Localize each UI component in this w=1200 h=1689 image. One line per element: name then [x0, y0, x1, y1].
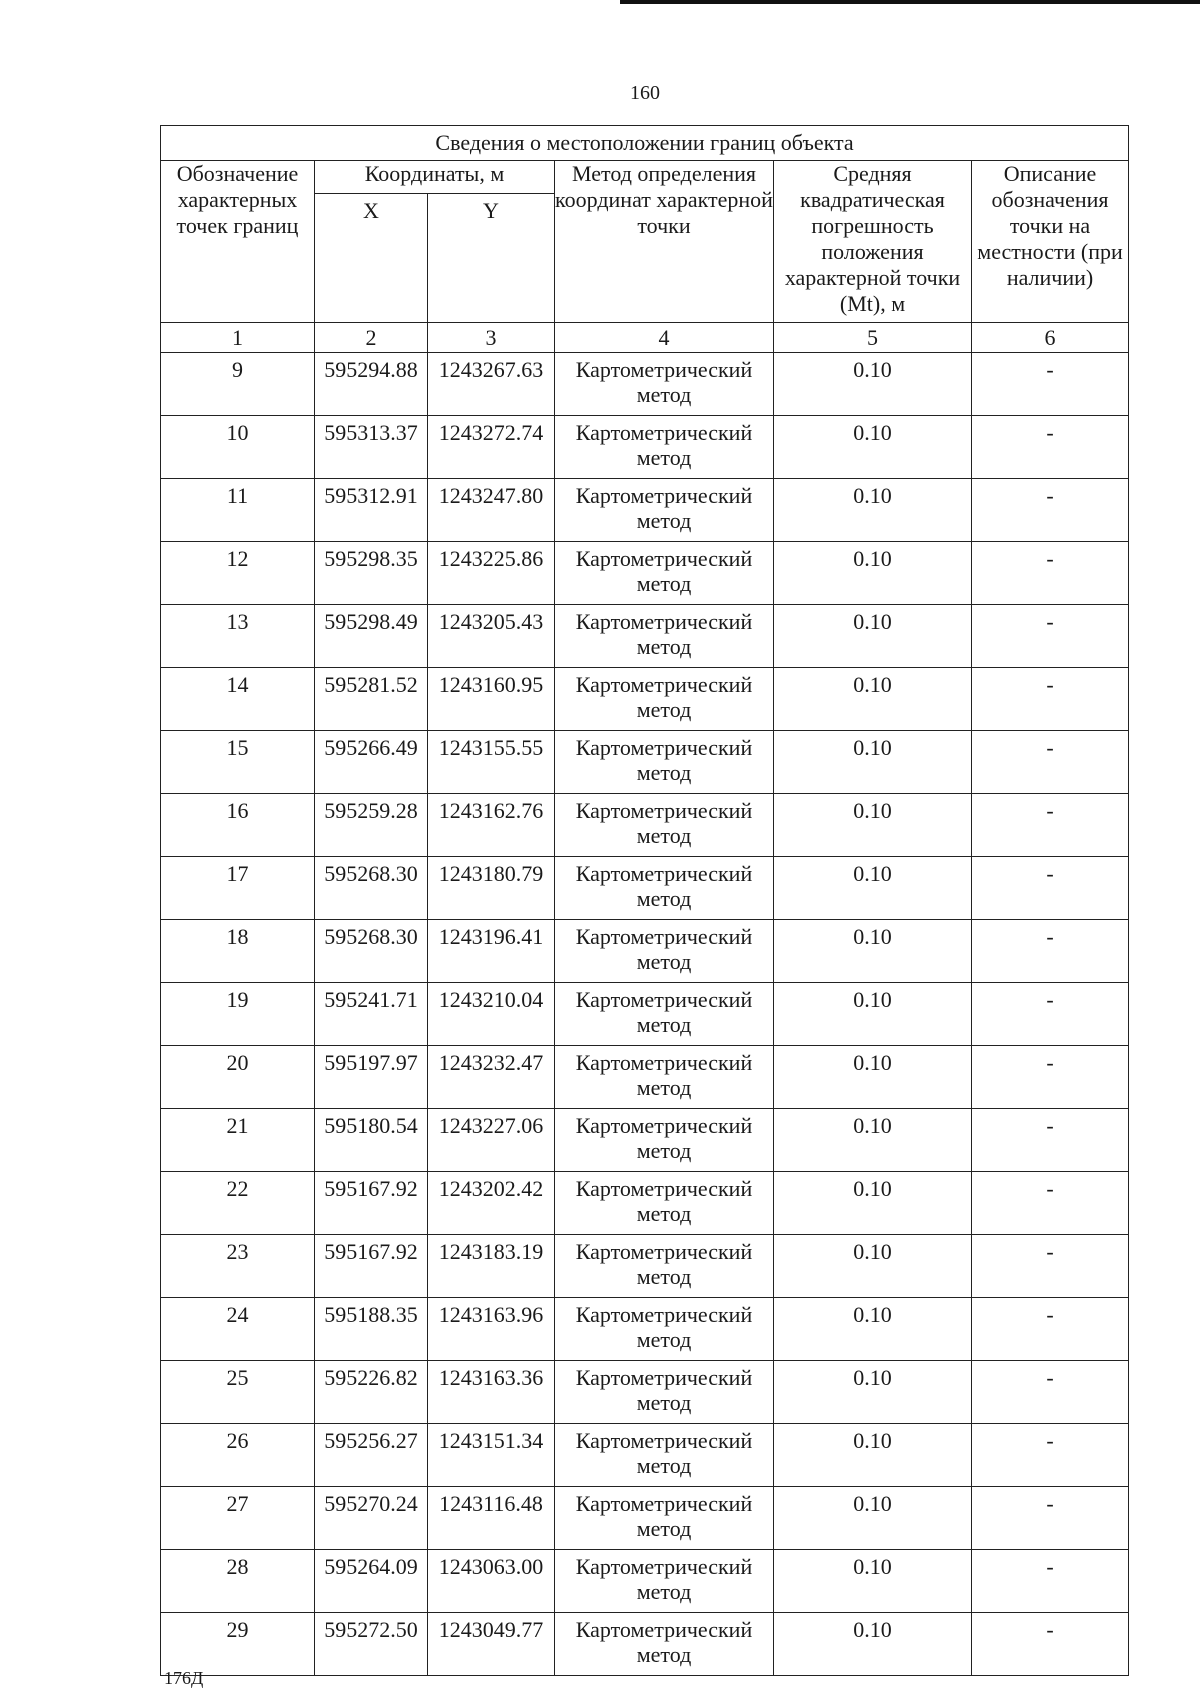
cell-point: 22 [161, 1172, 315, 1235]
cell-description: - [972, 1298, 1129, 1361]
cell-description: - [972, 1424, 1129, 1487]
table-caption: Сведения о местоположении границ объекта [161, 126, 1129, 161]
cell-x: 595226.82 [315, 1361, 428, 1424]
cell-error: 0.10 [774, 1487, 972, 1550]
cell-error: 0.10 [774, 605, 972, 668]
cell-error: 0.10 [774, 1109, 972, 1172]
cell-method: Картометрический метод [555, 479, 774, 542]
cell-method: Картометрический метод [555, 605, 774, 668]
cell-error: 0.10 [774, 794, 972, 857]
cell-error: 0.10 [774, 731, 972, 794]
cell-x: 595312.91 [315, 479, 428, 542]
cell-y: 1243163.96 [428, 1298, 555, 1361]
cell-point: 12 [161, 542, 315, 605]
cell-error: 0.10 [774, 1424, 972, 1487]
cell-x: 595167.92 [315, 1172, 428, 1235]
cell-y: 1243116.48 [428, 1487, 555, 1550]
cell-point: 16 [161, 794, 315, 857]
cell-x: 595281.52 [315, 668, 428, 731]
cell-x: 595313.37 [315, 416, 428, 479]
cell-description: - [972, 794, 1129, 857]
cell-y: 1243151.34 [428, 1424, 555, 1487]
cell-x: 595180.54 [315, 1109, 428, 1172]
cell-description: - [972, 1046, 1129, 1109]
table-row [161, 1361, 1129, 1424]
cell-x: 595259.28 [315, 794, 428, 857]
cell-method: Картометрический метод [555, 1298, 774, 1361]
cell-error: 0.10 [774, 1046, 972, 1109]
cell-x: 595268.30 [315, 920, 428, 983]
cell-error: 0.10 [774, 542, 972, 605]
cell-y: 1243180.79 [428, 857, 555, 920]
cell-y: 1243267.63 [428, 353, 555, 416]
cell-method: Картометрический метод [555, 416, 774, 479]
cell-description: - [972, 542, 1129, 605]
cell-point: 14 [161, 668, 315, 731]
cell-error: 0.10 [774, 353, 972, 416]
cell-method: Картометрический метод [555, 1361, 774, 1424]
cell-method: Картометрический метод [555, 353, 774, 416]
cell-method: Картометрический метод [555, 668, 774, 731]
cell-y: 1243163.36 [428, 1361, 555, 1424]
column-number: 5 [774, 323, 972, 353]
cell-point: 17 [161, 857, 315, 920]
cell-x: 595298.35 [315, 542, 428, 605]
cell-point: 10 [161, 416, 315, 479]
cell-method: Картометрический метод [555, 1487, 774, 1550]
table-row [161, 1046, 1129, 1109]
cell-error: 0.10 [774, 1613, 972, 1676]
cell-description: - [972, 668, 1129, 731]
cell-point: 27 [161, 1487, 315, 1550]
cell-point: 26 [161, 1424, 315, 1487]
cell-y: 1243049.77 [428, 1613, 555, 1676]
cell-description: - [972, 479, 1129, 542]
cell-description: - [972, 731, 1129, 794]
cell-method: Картометрический метод [555, 1613, 774, 1676]
cell-y: 1243225.86 [428, 542, 555, 605]
page-number: 160 [630, 82, 660, 104]
cell-point: 18 [161, 920, 315, 983]
cell-x: 595298.49 [315, 605, 428, 668]
cell-y: 1243247.80 [428, 479, 555, 542]
cell-x: 595167.92 [315, 1235, 428, 1298]
cell-x: 595270.24 [315, 1487, 428, 1550]
header-coordinates: Координаты, м [315, 161, 555, 194]
cell-y: 1243232.47 [428, 1046, 555, 1109]
cell-description: - [972, 353, 1129, 416]
cell-point: 21 [161, 1109, 315, 1172]
table-row [161, 1235, 1129, 1298]
table-row [161, 1550, 1129, 1613]
footer-mark: 176Д [164, 1668, 204, 1688]
cell-error: 0.10 [774, 416, 972, 479]
header-description: Описание обозначения точки на местности (при наличии) [972, 161, 1129, 323]
cell-error: 0.10 [774, 920, 972, 983]
cell-y: 1243155.55 [428, 731, 555, 794]
cell-point: 11 [161, 479, 315, 542]
cell-description: - [972, 1109, 1129, 1172]
table-row [161, 1298, 1129, 1361]
cell-x: 595197.97 [315, 1046, 428, 1109]
header-x: X [315, 194, 428, 323]
cell-x: 595256.27 [315, 1424, 428, 1487]
header-point: Обозначение характерных точек границ [161, 161, 315, 323]
table-row [161, 1487, 1129, 1550]
cell-point: 9 [161, 353, 315, 416]
table-body [161, 353, 1129, 1676]
cell-description: - [972, 416, 1129, 479]
cell-point: 23 [161, 1235, 315, 1298]
table-row [161, 1109, 1129, 1172]
cell-y: 1243272.74 [428, 416, 555, 479]
cell-method: Картометрический метод [555, 1109, 774, 1172]
header-y: Y [428, 194, 555, 323]
cell-point: 13 [161, 605, 315, 668]
cell-method: Картометрический метод [555, 983, 774, 1046]
cell-method: Картометрический метод [555, 857, 774, 920]
cell-error: 0.10 [774, 1550, 972, 1613]
cell-method: Картометрический метод [555, 1550, 774, 1613]
header-error: Средняя квадратическая погрешность положения характерной точки (Mt), м [774, 161, 972, 323]
table-row [161, 605, 1129, 668]
cell-y: 1243227.06 [428, 1109, 555, 1172]
cell-point: 28 [161, 1550, 315, 1613]
cell-error: 0.10 [774, 1361, 972, 1424]
cell-description: - [972, 983, 1129, 1046]
cell-description: - [972, 857, 1129, 920]
cell-y: 1243202.42 [428, 1172, 555, 1235]
cell-method: Картометрический метод [555, 1172, 774, 1235]
cell-x: 595266.49 [315, 731, 428, 794]
cell-y: 1243210.04 [428, 983, 555, 1046]
table-row [161, 920, 1129, 983]
table-row [161, 794, 1129, 857]
table-row [161, 731, 1129, 794]
cell-method: Картометрический метод [555, 731, 774, 794]
table-row [161, 983, 1129, 1046]
cell-description: - [972, 1613, 1129, 1676]
cell-error: 0.10 [774, 668, 972, 731]
cell-method: Картометрический метод [555, 1424, 774, 1487]
cell-description: - [972, 1487, 1129, 1550]
cell-description: - [972, 605, 1129, 668]
cell-x: 595264.09 [315, 1550, 428, 1613]
table-row [161, 1613, 1129, 1676]
cell-x: 595268.30 [315, 857, 428, 920]
table-row [161, 1424, 1129, 1487]
table-row [161, 668, 1129, 731]
cell-x: 595188.35 [315, 1298, 428, 1361]
column-number: 4 [555, 323, 774, 353]
cell-method: Картометрический метод [555, 920, 774, 983]
cell-error: 0.10 [774, 479, 972, 542]
cell-point: 29 [161, 1613, 315, 1676]
cell-method: Картометрический метод [555, 542, 774, 605]
column-number: 2 [315, 323, 428, 353]
cell-description: - [972, 1172, 1129, 1235]
cell-x: 595294.88 [315, 353, 428, 416]
cell-point: 15 [161, 731, 315, 794]
cell-error: 0.10 [774, 1235, 972, 1298]
table-row [161, 542, 1129, 605]
table-row [161, 353, 1129, 416]
cell-method: Картометрический метод [555, 1235, 774, 1298]
cell-point: 20 [161, 1046, 315, 1109]
cell-y: 1243063.00 [428, 1550, 555, 1613]
cell-description: - [972, 920, 1129, 983]
table-row [161, 1172, 1129, 1235]
cell-error: 0.10 [774, 1298, 972, 1361]
column-number-row [161, 323, 1129, 353]
table-row [161, 857, 1129, 920]
column-number: 1 [161, 323, 315, 353]
top-edge-line [620, 0, 1200, 4]
cell-point: 19 [161, 983, 315, 1046]
cell-x: 595272.50 [315, 1613, 428, 1676]
cell-y: 1243160.95 [428, 668, 555, 731]
cell-error: 0.10 [774, 983, 972, 1046]
table-row [161, 479, 1129, 542]
cell-y: 1243162.76 [428, 794, 555, 857]
column-number: 3 [428, 323, 555, 353]
cell-y: 1243183.19 [428, 1235, 555, 1298]
cell-error: 0.10 [774, 1172, 972, 1235]
table-row [161, 416, 1129, 479]
column-number: 6 [972, 323, 1129, 353]
cell-y: 1243205.43 [428, 605, 555, 668]
cell-description: - [972, 1235, 1129, 1298]
cell-description: - [972, 1550, 1129, 1613]
cell-error: 0.10 [774, 857, 972, 920]
boundary-coordinates-table [160, 125, 1129, 1676]
header-method: Метод определения координат характерной точки [555, 161, 774, 323]
cell-y: 1243196.41 [428, 920, 555, 983]
cell-method: Картометрический метод [555, 1046, 774, 1109]
cell-point: 24 [161, 1298, 315, 1361]
cell-point: 25 [161, 1361, 315, 1424]
cell-description: - [972, 1361, 1129, 1424]
cell-x: 595241.71 [315, 983, 428, 1046]
cell-method: Картометрический метод [555, 794, 774, 857]
